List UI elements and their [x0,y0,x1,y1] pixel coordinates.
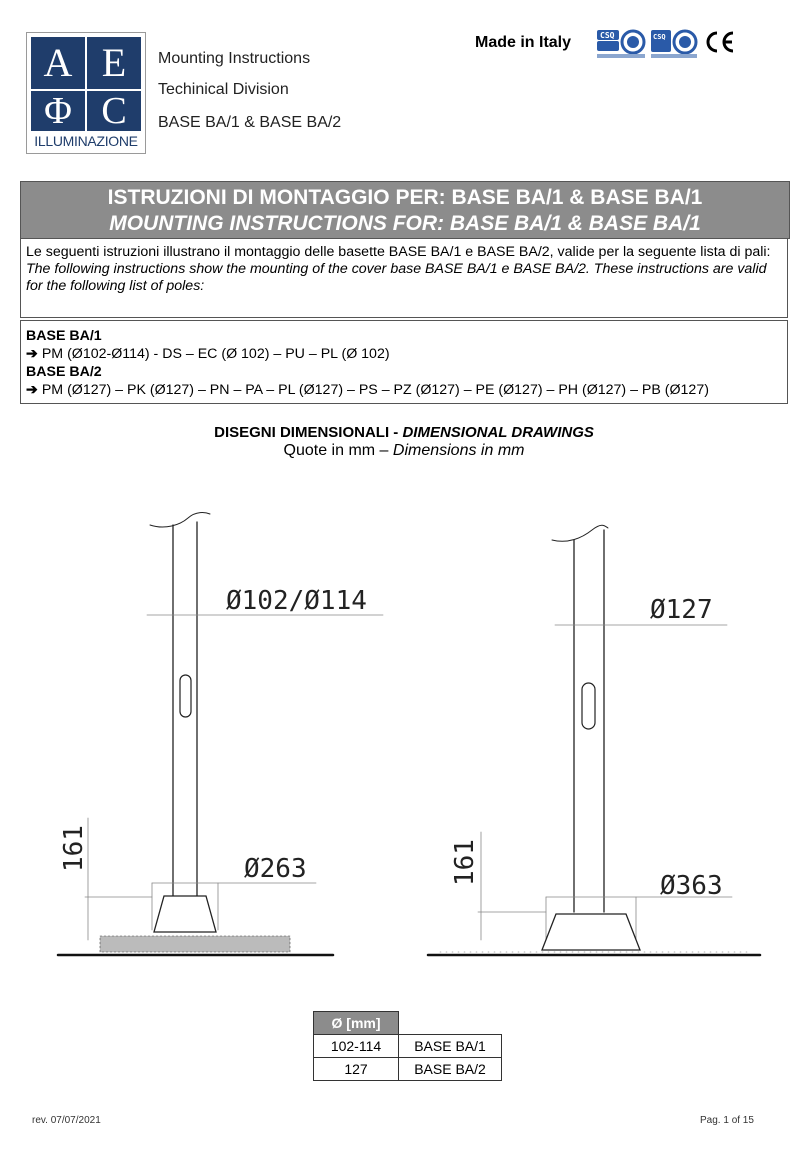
pole-list-box [20,320,788,404]
page-number: Pag. 1 of 15 [700,1115,754,1126]
table-row [314,1035,502,1058]
csq-iqnet-badge-icon [597,28,647,60]
logo-letter-e: E [87,37,141,89]
made-in-italy: Made in Italy [475,34,572,51]
table-cell-diameter: 102-114 [314,1035,399,1058]
drawings-sub-it: Quote in mm – [283,442,393,459]
ba1-base-diameter: Ø263 [244,854,307,884]
ce-mark-icon [703,30,735,54]
ba2-poles-text: PM (Ø127) – PK (Ø127) – PN – PA – PL (Ø127) – PS – PZ (Ø127) – PE (Ø127) – PH (Ø127) – PB (Ø127) [41,382,709,398]
title-box [20,181,790,239]
title-english: MOUNTING INSTRUCTIONS FOR: BASE BA/1 & BASE BA/1 [109,212,701,235]
drawing-ba2 [428,525,760,955]
drawing-ba1 [58,513,383,955]
logo-name: ILLUMINAZIONE [34,133,138,149]
revision-date: rev. 07/07/2021 [32,1115,101,1126]
ba2-height: 161 [450,839,480,886]
drawings-subtitle [0,442,808,460]
svg-text:CSQ: CSQ [600,31,615,40]
ba2-pole-diameter: Ø127 [650,595,713,625]
title-italian: ISTRUZIONI DI MONTAGGIO PER: BASE BA/1 & BASE BA/1 [107,186,703,209]
drawings-sub-en: Dimensions in mm [392,442,525,459]
company-logo [26,32,146,154]
drawings-title-en: DIMENSIONAL DRAWINGS [402,424,594,441]
ba2-base-diameter: Ø363 [660,871,723,901]
ba2-poles [26,381,782,399]
dimensional-drawings [0,500,808,970]
table-cell-base: BASE BA/1 [399,1035,502,1058]
csq-badge-icon [651,28,699,60]
intro-english: The following instructions show the mounting of the cover base BASE BA/1 e BASE BA/2. These instructions are valid for the following list of poles: [26,261,767,294]
arrow-icon: ➔ [26,382,38,398]
ba1-pole-diameter: Ø102/Ø114 [226,586,367,616]
header-line-2: Techinical Division [158,81,289,98]
ba2-label: BASE BA/2 [26,364,102,380]
header-line-3: BASE BA/1 & BASE BA/2 [158,114,342,131]
table-header-empty [399,1012,502,1035]
ba1-poles [26,345,782,363]
table-cell-diameter: 127 [314,1058,399,1081]
logo-letter-a: A [31,37,85,89]
ba1-label: BASE BA/1 [26,328,102,344]
header-line-1: Mounting Instructions [158,50,311,67]
logo-letter-phi: Φ [31,91,85,131]
logo-letter-c: C [87,91,141,131]
intro-box [20,238,788,318]
drawings-title [0,424,808,441]
intro-italian: Le seguenti istruzioni illustrano il montaggio delle basette BASE BA/1 e BASE BA/2, valide per la seguente lista di pali: [26,244,771,260]
table-row [314,1058,502,1081]
ba1-poles-text: PM (Ø102-Ø114) - DS – EC (Ø 102) – PU – PL (Ø 102) [41,346,390,362]
drawings-title-it: DISEGNI DIMENSIONALI - [214,424,403,441]
svg-text:CSQ: CSQ [653,33,666,41]
table-cell-base: BASE BA/2 [399,1058,502,1081]
diameter-table [313,1011,502,1081]
table-header-diameter: Ø [mm] [314,1012,399,1035]
arrow-icon: ➔ [26,346,38,362]
ba1-height: 161 [59,825,89,872]
